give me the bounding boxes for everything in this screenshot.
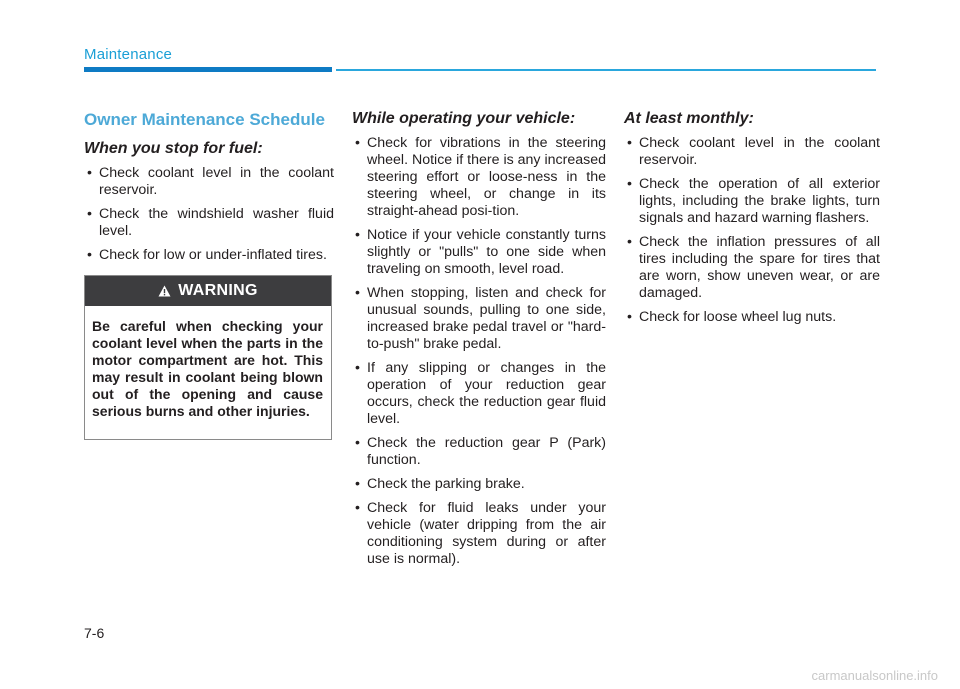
section-title: Owner Maintenance Schedule bbox=[84, 110, 325, 129]
column-operating bbox=[352, 110, 606, 575]
subtitle-fuel-stop: When you stop for fuel: bbox=[84, 140, 263, 157]
subtitle-operating: While operating your vehicle: bbox=[352, 110, 576, 127]
list-item: • Check the windshield washer fluid level. bbox=[84, 206, 334, 240]
list-item: • Check for fluid leaks under your vehicle (water dripping from the air conditioning system during or after use is normal). bbox=[352, 500, 606, 568]
operating-list bbox=[352, 135, 606, 568]
list-item: • Check coolant level in the coolant reservoir. bbox=[624, 135, 880, 169]
warning-box bbox=[84, 275, 332, 440]
page-number: 7-6 bbox=[84, 625, 105, 641]
list-item: • Check for vibrations in the steering wheel. Notice if there is any increased steering effort or loose-ness in the steering wheel, or change in its straight-ahead posi-tion. bbox=[352, 135, 606, 220]
monthly-list bbox=[624, 135, 880, 326]
header-rule-thin bbox=[336, 69, 876, 71]
list-item: • Check for low or under-inflated tires. bbox=[84, 247, 334, 264]
section-header: Maintenance bbox=[84, 46, 173, 63]
subtitle-monthly: At least monthly: bbox=[624, 110, 754, 127]
list-item: • Check the inflation pressures of all tires including the spare for tires that are worn, show uneven wear, or are damaged. bbox=[624, 234, 880, 302]
list-item: • When stopping, listen and check for unusual sounds, pulling to one side, increased brake pedal travel or "hard-to-push" brake pedal. bbox=[352, 285, 606, 353]
list-item: • If any slipping or changes in the operation of your reduction gear occurs, check the reduction gear fluid level. bbox=[352, 360, 606, 428]
header-rule-thick bbox=[84, 67, 332, 72]
column-fuel-stop bbox=[84, 110, 334, 271]
warning-label: WARNING bbox=[178, 282, 258, 299]
fuel-stop-list bbox=[84, 165, 334, 264]
warning-triangle-icon bbox=[158, 285, 171, 297]
list-item: • Check the operation of all exterior lights, including the brake lights, turn signals and hazard warning flashers. bbox=[624, 176, 880, 227]
warning-header bbox=[85, 276, 331, 306]
list-item: • Check the parking brake. bbox=[352, 476, 606, 493]
list-item: • Check for loose wheel lug nuts. bbox=[624, 309, 880, 326]
column-monthly bbox=[624, 110, 880, 333]
watermark: carmanualsonline.info bbox=[811, 668, 938, 683]
list-item: • Check coolant level in the coolant reservoir. bbox=[84, 165, 334, 199]
list-item: • Notice if your vehicle constantly turns slightly or "pulls" to one side when traveling on smooth, level road. bbox=[352, 227, 606, 278]
warning-text: Be careful when checking your coolant level when the parts in the motor compartment are hot. This may result in coolant being blown out of the opening and cause serious burns and other injuries. bbox=[92, 318, 323, 419]
list-item: • Check the reduction gear P (Park) function. bbox=[352, 435, 606, 469]
